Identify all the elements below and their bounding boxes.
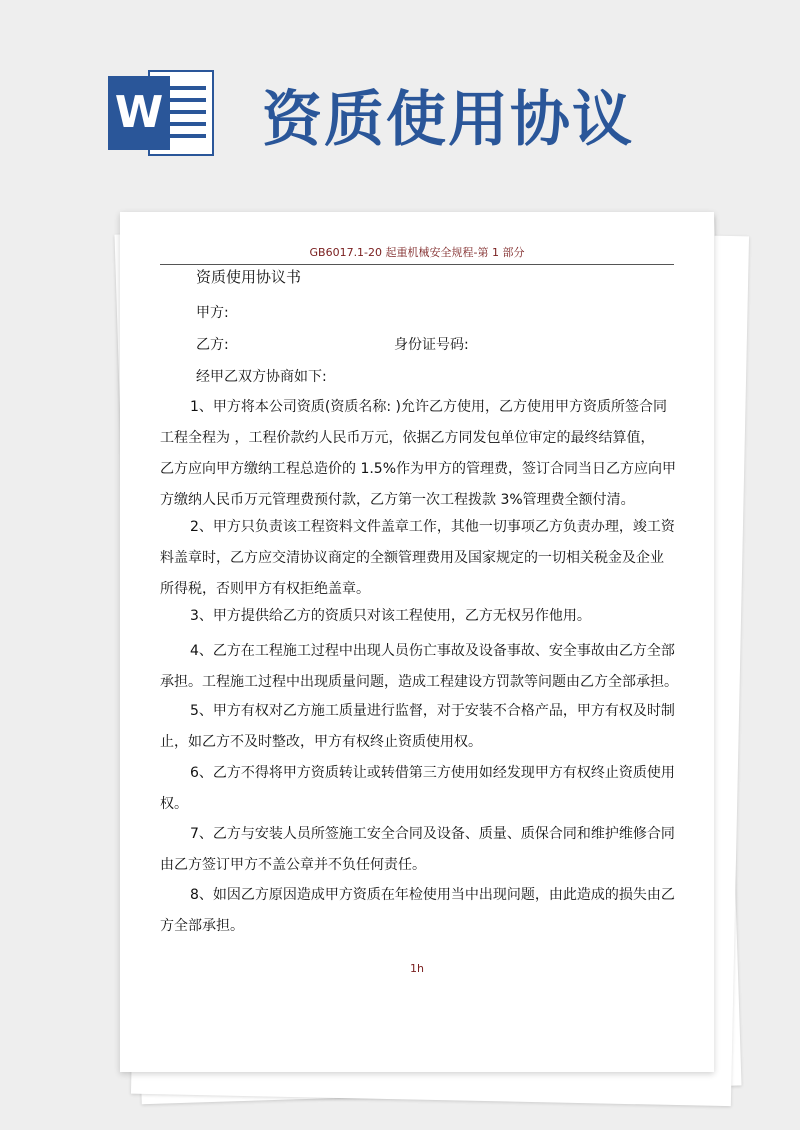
clause-line: 权。 bbox=[160, 796, 188, 812]
word-logo-letter: W bbox=[108, 76, 170, 150]
clause-line: 7、乙方与安装人员所签施工安全合同及设备、质量、质保合同和维护维修合同 bbox=[190, 826, 675, 842]
document-page bbox=[120, 212, 714, 1072]
party-a-label: 甲方: bbox=[196, 305, 229, 321]
clause-line: 2、甲方只负责该工程资料文件盖章工作，其他一切事项乙方负责办理，竣工资 bbox=[190, 519, 675, 535]
clause-line: 8、如因乙方原因造成甲方资质在年检使用当中出现问题，由此造成的损失由乙 bbox=[190, 887, 675, 903]
banner bbox=[0, 0, 800, 200]
clause-7 bbox=[160, 819, 674, 881]
clause-line: 工程全程为 ，工程价款约人民币万元，依据乙方同发包单位审定的最终结算值， bbox=[160, 430, 655, 446]
banner-title: 资质使用协议 bbox=[262, 85, 634, 155]
word-document-icon bbox=[108, 70, 214, 156]
clause-line: 4、乙方在工程施工过程中出现人员伤亡事故及设备事故、安全事故由乙方全部 bbox=[190, 643, 675, 659]
id-number-label: 身份证号码: bbox=[394, 337, 469, 353]
clause-line: 由乙方签订甲方不盖公章并不负任何责任。 bbox=[160, 857, 426, 873]
intro-text: 经甲乙双方协商如下: bbox=[196, 369, 327, 385]
clause-2 bbox=[160, 512, 674, 605]
clause-line: 方缴纳人民币万元管理费预付款，乙方第一次工程拨款 3%管理费全额付清。 bbox=[160, 492, 635, 508]
clause-line: 5、甲方有权对乙方施工质量进行监督，对于安装不合格产品，甲方有权及时制 bbox=[190, 703, 675, 719]
clause-line: 乙方应向甲方缴纳工程总造价的 1.5%作为甲方的管理费，签订合同当日乙方应向甲 bbox=[160, 461, 677, 477]
clause-line: 方全部承担。 bbox=[160, 918, 244, 934]
clause-3 bbox=[160, 601, 674, 632]
clause-line: 6、乙方不得将甲方资质转让或转借第三方使用如经发现甲方有权终止资质使用 bbox=[190, 765, 675, 781]
clause-line: 所得税，否则甲方有权拒绝盖章。 bbox=[160, 581, 370, 597]
clause-4 bbox=[160, 636, 678, 698]
page-header: GB6017.1-20 起重机械安全规程-第 1 部分 bbox=[160, 242, 674, 265]
party-b-label: 乙方: bbox=[196, 337, 229, 353]
clause-line: 承担。工程施工过程中出现质量问题，造成工程建设方罚款等问题由乙方全部承担。 bbox=[160, 674, 678, 690]
clause-line: 3、甲方提供给乙方的资质只对该工程使用，乙方无权另作他用。 bbox=[190, 608, 591, 624]
document-title: 资质使用协议书 bbox=[196, 268, 302, 286]
page-number: 1h bbox=[410, 962, 424, 975]
clause-line: 料盖章时，乙方应交清协议商定的全额管理费用及国家规定的一切相关税金及企业 bbox=[160, 550, 664, 566]
clause-line: 1、甲方将本公司资质(资质名称: )允许乙方使用，乙方使用甲方资质所签合同 bbox=[190, 399, 667, 415]
clause-6 bbox=[160, 758, 674, 820]
party-b-row bbox=[196, 334, 496, 354]
clause-1 bbox=[160, 392, 677, 516]
clause-5 bbox=[160, 696, 674, 758]
clause-line: 止，如乙方不及时整改，甲方有权终止资质使用权。 bbox=[160, 734, 482, 750]
clause-8 bbox=[160, 880, 674, 942]
